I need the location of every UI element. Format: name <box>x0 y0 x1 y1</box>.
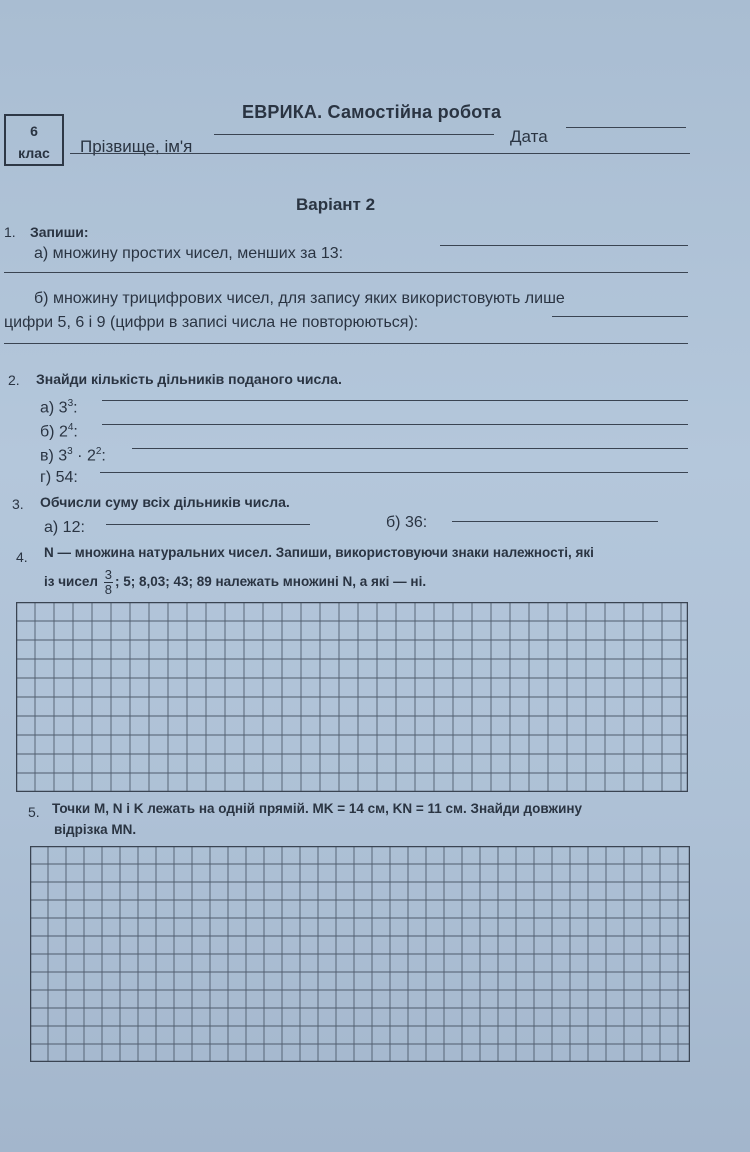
task4-answer-grid[interactable] <box>16 602 688 792</box>
task1-a-answer-line[interactable] <box>440 245 688 246</box>
task2-c-exponent2: 2 <box>95 446 102 457</box>
task3-number: 3. <box>12 496 24 512</box>
task5-answer-grid[interactable] <box>30 846 690 1062</box>
fraction-denominator: 8 <box>104 582 112 597</box>
task1-b-answer-line[interactable] <box>552 316 688 317</box>
name-field[interactable] <box>214 134 494 135</box>
task2-b-label: б) $2^4$: <box>40 422 78 441</box>
task1-b-text-line2: цифри 5, 6 і 9 (цифри в записі числа не повторюються): <box>4 314 419 331</box>
task2-c-exponent1: 3 <box>67 446 73 457</box>
task1-prompt: Запиши: <box>30 224 89 240</box>
task4-text-line1: N — множина натуральних чисел. Запиши, використовуючи знаки належності, які <box>44 545 594 560</box>
grade-box <box>4 114 64 166</box>
task3-prompt: Обчисли суму всіх дільників числа. <box>40 494 290 510</box>
task2-a-label: а) $3^3$: <box>40 398 78 417</box>
task3-b-answer-line[interactable] <box>452 521 658 522</box>
task2-a-base: а) 3 <box>40 399 68 417</box>
variant-heading: Варіант 2 <box>296 195 376 214</box>
task1-b-text-line1: б) множину трицифрових чисел, для запису яких використовують лише <box>34 290 565 307</box>
task4-line2-start: із чисел <box>44 574 98 590</box>
task5-text-line1: Точки M, N і K лежать на одній прямій. MK = 14 см, KN = 11 см. Знайди довжину <box>52 801 583 816</box>
page-title: ЕВРИКА. Самостійна робота <box>242 102 502 122</box>
task4-number: 4. <box>16 549 28 565</box>
fraction-numerator: 3 <box>104 567 112 582</box>
task2-number: 2. <box>8 372 20 388</box>
task2-c-label: в) $3^3 \cdot 2^2$: <box>40 446 106 465</box>
task2-b-exponent: 4 <box>67 422 74 433</box>
grade-number: 6 <box>30 123 38 139</box>
task5-text-line2: відрізка MN. <box>54 822 137 837</box>
task2-c-mid: · 2 <box>72 447 96 465</box>
task2-a-answer-line[interactable] <box>102 400 688 401</box>
task3-b-label: б) 36: <box>386 514 428 531</box>
task1-b-answer-line2[interactable] <box>4 343 688 344</box>
task2-c-base: в) 3 <box>40 447 68 465</box>
name-label: Прізвище, ім'я <box>80 137 193 156</box>
task2-a-exponent: 3 <box>67 398 74 409</box>
task2-d-answer-line[interactable] <box>100 472 688 473</box>
task5-number: 5. <box>28 804 40 820</box>
task4-text-line2 <box>44 568 426 597</box>
task1-a-answer-line2[interactable] <box>4 272 688 273</box>
task1-a-text: а) множину простих чисел, менших за 13: <box>34 245 344 262</box>
date-field[interactable] <box>566 127 686 128</box>
task2-b-answer-line[interactable] <box>102 424 688 425</box>
date-label: Дата <box>510 127 548 146</box>
grade-label: клас <box>18 145 50 161</box>
task2-d-label: г) 54: <box>40 469 78 486</box>
task3-a-answer-line[interactable] <box>106 524 310 525</box>
task2-c-answer-line[interactable] <box>132 448 688 449</box>
task2-prompt: Знайди кількість дільників поданого числа. <box>36 371 342 387</box>
task4-fraction <box>104 568 113 597</box>
task1-number: 1. <box>4 224 16 240</box>
task4-line2-end: ; 5; 8,03; 43; 89 належать множині N, а які — ні. <box>114 574 427 590</box>
header-divider <box>70 153 690 154</box>
task3-a-label: а) 12: <box>44 519 85 536</box>
task2-b-base: б) 2 <box>40 423 68 441</box>
